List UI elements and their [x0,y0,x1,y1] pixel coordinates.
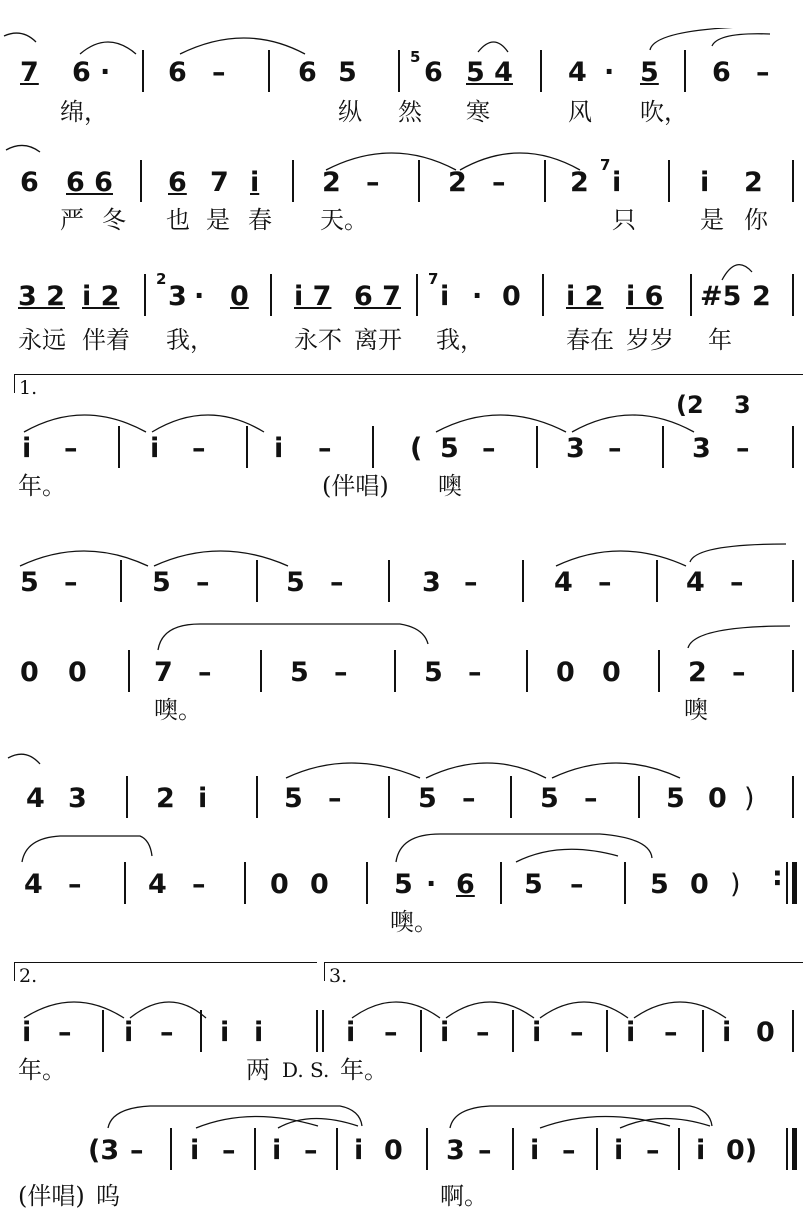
grace-note: 5 [410,48,421,66]
note: 5 [524,869,543,900]
rest: 0 [602,657,621,688]
dash: – [478,1135,492,1166]
barline [292,160,294,202]
note: i [190,1135,200,1166]
note: i [354,1135,364,1166]
note-pair: 6 7 [354,281,401,312]
barline [388,776,390,818]
lyric: 岁岁 [626,326,674,354]
dash: – [756,57,770,88]
rest: 0 [690,869,709,900]
rest: 0 [556,657,575,688]
barline [542,274,544,316]
note: 4 [148,869,167,900]
note: 4 [26,783,45,814]
lyric: 春在 [566,326,614,354]
barline [690,274,692,316]
barline [658,650,660,692]
note: 7 [154,657,173,688]
dash: – [730,567,744,598]
barline [124,862,126,904]
lyric: 绵， [60,98,108,126]
dash: – [334,657,348,688]
note: 4 [24,869,43,900]
note: 2 [448,167,467,198]
note: i [220,1017,230,1048]
note: 6 [456,869,475,900]
barline [420,1010,422,1052]
note: i [254,1017,264,1048]
dash: – [130,1135,144,1166]
barline [102,1010,104,1052]
dash: – [562,1135,576,1166]
note-pair: i 2 [82,281,120,312]
barline [200,1010,202,1052]
dash: – [732,657,746,688]
lyric: 是 [206,206,230,234]
note-pair: 5 4 [466,57,513,88]
note: 5 [152,567,171,598]
note: 7 [20,57,39,88]
lyric: 吹， [640,98,688,126]
barline [142,50,144,92]
note: (2 [676,391,704,419]
barline [792,274,794,316]
lyric: 也 [166,206,190,234]
barline [256,560,258,602]
lyric: (伴唱) [322,472,389,500]
note: 5 [440,433,459,464]
dash: – [318,433,332,464]
barline [792,776,794,818]
note: 2 [322,167,341,198]
note: 3 [168,281,187,312]
note: i [626,1017,636,1048]
note: i [274,433,284,464]
lyric: 永远 [18,326,66,354]
note: 6 [168,167,187,198]
lyric: 噢 [684,696,708,724]
note: i [612,167,622,198]
barline [170,1128,172,1170]
note-pair: i 2 [566,281,604,312]
lyric: 伴着 [82,326,130,354]
barline [668,160,670,202]
dash: – [384,1017,398,1048]
note: 6 [168,57,187,88]
barline [684,50,686,92]
note: i [250,167,260,198]
dash: – [304,1135,318,1166]
barline [246,426,248,468]
dash: – [68,869,82,900]
lyric: 噢 [438,472,462,500]
note: 5 [640,57,659,88]
barline [792,160,794,202]
barline [254,1128,256,1170]
lyric: 冬 [102,206,126,234]
lyric: 噢。 [390,908,438,936]
repeat-dots: : [772,861,783,892]
dot: · [472,281,483,312]
rest: 0) [726,1135,758,1166]
dash: – [58,1017,72,1048]
note: i [440,281,450,312]
barline [544,160,546,202]
lyric: 然 [398,98,422,126]
note: 5 [394,869,413,900]
barline [678,1128,680,1170]
dash: – [492,167,506,198]
dash: – [468,657,482,688]
note: i [700,167,710,198]
barline [336,1128,338,1170]
note: 5 [284,783,303,814]
note: i [722,1017,732,1048]
dash: – [198,657,212,688]
note: 6 [72,57,91,88]
note: i [614,1135,624,1166]
lyric: 你 [744,206,768,234]
barline [512,1128,514,1170]
note: 5 [286,567,305,598]
barline [128,650,130,692]
note: 5 [650,869,669,900]
paren-close: ) [744,783,755,814]
lyric: 两 [246,1056,270,1084]
barline [792,560,794,602]
rest: 0 [68,657,87,688]
barline [792,650,794,692]
barline [786,862,788,904]
barline [268,50,270,92]
barline [316,1010,318,1052]
dash: – [64,567,78,598]
barline [596,1128,598,1170]
barline [792,1010,794,1052]
note: 6 [298,57,317,88]
dash: – [192,433,206,464]
note: 5 [20,567,39,598]
rest: 0 [384,1135,403,1166]
dash: – [570,1017,584,1048]
barline [426,1128,428,1170]
rest: 0 [230,281,249,312]
note: 6 [424,57,443,88]
lyric: 严 [60,206,84,234]
note: i [150,433,160,464]
note: 3 [692,433,711,464]
note: 5 [338,57,357,88]
note: 4 [568,57,587,88]
barline [372,426,374,468]
lyric: 年。 [18,472,66,500]
volta-label: 3. [329,965,348,987]
note-pair: i 6 [626,281,664,312]
note: 3 [68,783,87,814]
dash: – [330,567,344,598]
note: 4 [686,567,705,598]
dash: – [570,869,584,900]
dash: – [464,567,478,598]
barline [398,50,400,92]
barline [792,426,794,468]
lyric: 春 [248,206,272,234]
note: 2 [752,281,771,312]
lyric: 只 [612,206,636,234]
barline [388,560,390,602]
dash: – [584,783,598,814]
note: i [532,1017,542,1048]
note: 5 [290,657,309,688]
volta-label: 1. [19,377,38,399]
rest: 0 [310,869,329,900]
lyric: 纵 [338,98,362,126]
lyric: 年 [708,326,732,354]
note: i [440,1017,450,1048]
dash: – [482,433,496,464]
barline [638,776,640,818]
dash: – [598,567,612,598]
dash: – [366,167,380,198]
dash: – [192,869,206,900]
barline [144,274,146,316]
barline [322,1010,324,1052]
rest: 0 [756,1017,775,1048]
barline [786,1128,788,1170]
rest: 0 [270,869,289,900]
rest: 0 [20,657,39,688]
grace-note: 2 [156,270,167,288]
barline [244,862,246,904]
note: 3 [566,433,585,464]
volta-bracket-3 [324,962,803,987]
lyric: 寒 [466,98,490,126]
dash: – [608,433,622,464]
note: 2 [570,167,589,198]
note: 3 [446,1135,465,1166]
grace-note: 7 [428,270,439,288]
dash: – [222,1135,236,1166]
note: 2 [156,783,175,814]
note: i [124,1017,134,1048]
lyric: 是 [700,206,724,234]
note: 3 [422,567,441,598]
lyric: (伴唱) [18,1182,85,1210]
note: i [530,1135,540,1166]
dash: – [664,1017,678,1048]
note: 5 [666,783,685,814]
dash: – [196,567,210,598]
barline [416,274,418,316]
note: 5 [424,657,443,688]
dash: – [160,1017,174,1048]
note: i [22,1017,32,1048]
lyric: 永不 [294,326,342,354]
note: i [22,433,32,464]
barline [536,426,538,468]
barline [522,560,524,602]
note: 6 [20,167,39,198]
barline [656,560,658,602]
lyric: 风 [568,98,592,126]
barline [606,1010,608,1052]
barline [702,1010,704,1052]
note: 3 [734,391,751,419]
lyric: 天。 [320,206,368,234]
barline [366,862,368,904]
final-barline [792,1128,797,1170]
barline [662,426,664,468]
note: i [272,1135,282,1166]
dash: – [476,1017,490,1048]
barline [526,650,528,692]
volta-bracket-2 [14,962,317,987]
note: 2 [744,167,763,198]
note: i [346,1017,356,1048]
dash: – [64,433,78,464]
dash: – [212,57,226,88]
lyric: 年。 [340,1056,388,1084]
note: (3 [88,1135,120,1166]
dash: – [736,433,750,464]
note-pair: i 7 [294,281,332,312]
lyric: 我， [436,326,484,354]
barline [120,560,122,602]
dot: · [100,57,111,88]
note: 7 [210,167,229,198]
barline [540,50,542,92]
barline [624,862,626,904]
dot: · [194,281,205,312]
rest: 0 [502,281,521,312]
barline [500,862,502,904]
note: i [198,783,208,814]
barline [126,776,128,818]
barline [270,274,272,316]
dot: · [426,869,437,900]
note-pair: 3 2 [18,281,65,312]
ds-marking: D. S. [282,1058,330,1082]
note: 4 [554,567,573,598]
note: 5 [540,783,559,814]
volta-label: 2. [19,965,38,987]
dash: – [328,783,342,814]
paren-close: ) [730,869,741,900]
rest: 0 [708,783,727,814]
barline [260,650,262,692]
lyric: 年。 [18,1056,66,1084]
note: i [696,1135,706,1166]
note: 6 [712,57,731,88]
dash: – [646,1135,660,1166]
barline [418,160,420,202]
barline [510,776,512,818]
note: 2 [688,657,707,688]
lyric: 我， [166,326,214,354]
paren-open: ( [410,433,423,464]
note: 5 [418,783,437,814]
lyric: 啊。 [440,1182,488,1210]
barline [394,650,396,692]
final-barline [792,862,797,904]
lyric: 噢。 [154,696,202,724]
barline [256,776,258,818]
dash: – [462,783,476,814]
barline [512,1010,514,1052]
barline [140,160,142,202]
barline [118,426,120,468]
note-pair: 6 6 [66,167,113,198]
sharp-note: #5 [700,281,742,312]
lyric: 离开 [354,326,402,354]
grace-note: 7 [600,156,611,174]
dot: · [604,57,615,88]
lyric: 呜 [96,1182,120,1210]
